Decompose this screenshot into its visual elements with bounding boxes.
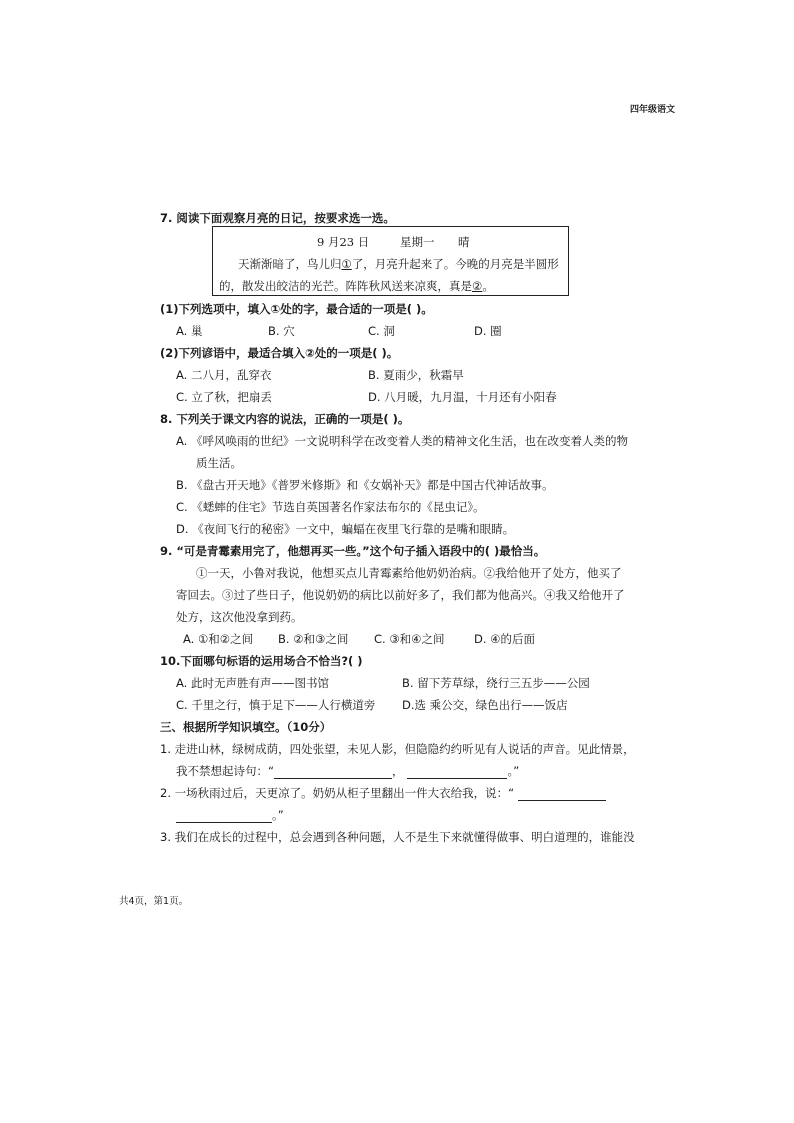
section3-item2-suffix: 。” [272,808,284,822]
fill-blank-1[interactable] [274,766,392,779]
section3-item2-text: 2. 一场秋雨过后，天更凉了。奶奶从柜子里翻出一件大衣给我，说：“ [160,786,515,800]
q10-option-a: A. 此时无声胜有声——图书馆 [176,676,329,690]
q8-option-d: D. 《夜间飞行的秘密》一文中，蝙蝠在夜里飞行靠的是嘴和眼睛。 [176,522,515,536]
q9-option-d: D. ④的后面 [474,632,535,646]
section3-item1-line2 [176,763,519,779]
q7-sub2-option-d: D. 八月暖，九月温，十月还有小阳春 [368,390,557,404]
diary-blank1: ① [341,257,352,271]
q9-passage-line1: ①一天，小鲁对我说，他想买点儿青霉素给他奶奶治病。②我给他开了处方，他买了 [196,566,622,580]
diary-line1-a: 天渐渐暗了，鸟儿归 [238,257,342,271]
section3-item2-line2 [176,807,284,823]
fill-blank-2[interactable] [407,766,507,779]
diary-line2-a: 的，散发出皎洁的光芒。阵阵秋风送来凉爽，真是 [219,279,472,293]
q7-sub1-option-a: A. 巢 [176,324,203,338]
section3-item1-suffix: 。” [507,764,520,778]
q8-option-a-line1: A. 《呼风唤雨的世纪》一文说明科学在改变着人类的精神文化生活，也在改变着人类的物 [176,434,628,448]
section3-item1-prefix: 我不禁想起诗句：“ [176,764,274,778]
diary-line1-b: 了，月亮升起来了。今晚的月亮是半圆形 [351,257,559,271]
q7-sub2-option-b: B. 夏雨少，秋霜早 [368,368,464,382]
q8-option-a-line2: 质生活。 [196,456,242,470]
q8-option-c: C. 《蟋蟀的住宅》节选自英国著名作家法布尔的《昆虫记》。 [176,500,485,514]
diary-line2 [219,278,494,294]
q9-stem: 9. “可是青霉素用完了，他想再买一些。”这个句子插入语段中的( )最恰当。 [160,544,546,558]
q9-passage-line2: 寄回去。③过了些日子，他说奶奶的病比以前好多了，我们都为他高兴。④我又给他开了 [176,588,625,602]
fill-blank-3[interactable] [518,788,606,801]
diary-blank2: ② [472,279,483,293]
q10-option-c: C. 千里之行，慎于足下——人行横道旁 [176,698,376,712]
q8-stem: 8. 下列关于课文内容的说法，正确的一项是( )。 [160,412,410,426]
q7-sub2-option-c: C. 立了秋，把扇丢 [176,390,272,404]
q9-option-b: B. ②和③之间 [278,632,349,646]
q7-sub2-stem: (2)下列谚语中，最适合填入②处的一项是( )。 [160,346,399,360]
q10-option-d: D.选 乘公交，绿色出行——饭店 [402,698,568,712]
q7-stem: 7. 阅读下面观察月亮的日记，按要求选一选。 [160,211,395,225]
q10-option-b: B. 留下芳草绿，绕行三五步——公园 [402,676,590,690]
q7-sub1-option-d: D. 圈 [474,324,502,338]
section3-item2-line1 [160,785,606,801]
diary-weather: 晴 [458,235,470,249]
diary-weekday: 星期一 [400,235,435,249]
diary-date: 9 月23 日 [317,235,370,249]
diary-box [212,226,569,296]
page-footer: 共4页，第1页。 [119,896,189,907]
q9-option-c: C. ③和④之间 [374,632,445,646]
q7-sub1-option-b: B. 穴 [268,324,295,338]
q9-option-a: A. ①和②之间 [183,632,254,646]
section3-title: 三、根据所学知识填空。（10分） [160,720,332,734]
q7-sub2-option-a: A. 二八月，乱穿衣 [176,368,272,382]
q8-option-b: B. 《盘古开天地》《普罗米修斯》和《女娲补天》都是中国古代神话故事。 [176,478,554,492]
diary-line2-b: 。 [482,279,494,293]
fill-blank-4[interactable] [176,810,272,823]
section3-item1-line1: 1. 走进山林，绿树成荫，四处张望，未见人影，但隐隐约约听见有人说话的声音。见此情景， [160,742,635,756]
q9-passage-line3: 处方，这次他没拿到药。 [176,610,303,624]
section3-item3-line1: 3. 我们在成长的过程中，总会遇到各种问题，人不是生下来就懂得做事、明白道理的，谁能没 [160,830,635,844]
q10-stem: 10.下面哪句标语的运用场合不恰当?( ) [160,654,363,668]
q7-sub1-stem: (1)下列选项中，填入①处的字，最合适的一项是( )。 [160,302,433,316]
header-grade: 四年级语文 [630,105,676,115]
q7-sub1-option-c: C. 洞 [368,324,395,338]
section3-item1-comma: ， [391,764,404,778]
diary-line1 [238,256,559,272]
